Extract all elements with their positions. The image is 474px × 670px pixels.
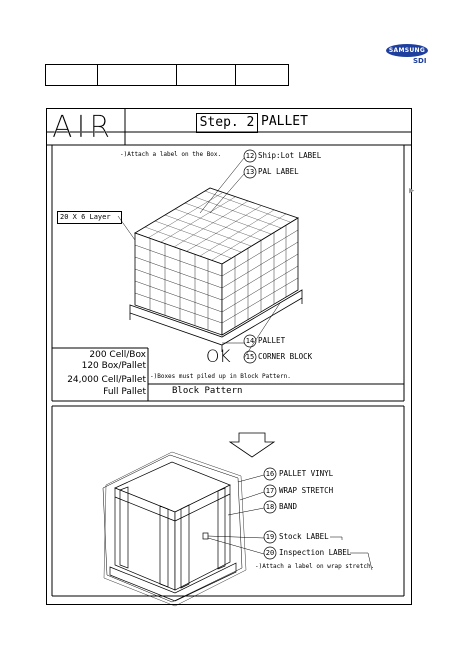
callout-text: PALLET VINYL bbox=[279, 469, 334, 478]
step-label: Step. 2 bbox=[196, 113, 258, 133]
box-label-note: -)Attach a label on the Box. bbox=[120, 151, 222, 158]
pallet-box-stack bbox=[130, 188, 302, 352]
callout-text: Stock LABEL bbox=[279, 532, 329, 541]
ok-mark: OK bbox=[206, 347, 231, 367]
wrapped-pallet bbox=[103, 452, 246, 606]
spec-cells-per-pallet: 24,000 Cell/Pallet bbox=[67, 375, 146, 385]
wrap-note: -)Attach a label on wrap stretch. bbox=[255, 563, 375, 570]
layer-label: 20 X 6 Layer bbox=[57, 211, 122, 224]
callout-number: 19 bbox=[265, 533, 275, 541]
shipping-mode-title: AIR bbox=[52, 110, 115, 145]
spec-cells-per-box: 200 Cell/Box bbox=[89, 350, 146, 360]
sdi-logo-text: SDI bbox=[413, 57, 427, 65]
samsung-logo: SAMSUNG bbox=[386, 44, 428, 57]
callout-text: PAL LABEL bbox=[258, 167, 299, 176]
pile-note: -)Boxes must piled up in Block Pattern. bbox=[150, 373, 291, 380]
down-arrow-icon bbox=[230, 433, 274, 457]
callout-text: BAND bbox=[279, 502, 298, 511]
callout-text: CORNER BLOCK bbox=[258, 352, 313, 361]
callout-text: Ship:Lot LABEL bbox=[258, 151, 322, 160]
callout-number: 13 bbox=[245, 168, 255, 176]
callout-number: 16 bbox=[265, 470, 275, 478]
callout-text: WRAP STRETCH bbox=[279, 486, 334, 495]
callout-number: 15 bbox=[245, 353, 255, 361]
callout-number: 17 bbox=[265, 487, 275, 495]
triangle-right-icon: ▶ bbox=[409, 186, 415, 196]
callout-text: PALLET bbox=[258, 336, 286, 345]
callout-number: 14 bbox=[245, 337, 255, 345]
callout-number: 20 bbox=[265, 549, 275, 557]
callout-number: 12 bbox=[245, 152, 255, 160]
callout-text: Inspection LABEL bbox=[279, 548, 352, 557]
callout-number: 18 bbox=[265, 503, 275, 511]
step-title: PALLET bbox=[261, 114, 308, 129]
pattern-label: Block Pattern bbox=[172, 386, 243, 396]
spec-box-per-pallet: 120 Box/Pallet bbox=[81, 361, 146, 371]
spec-full-pallet: Full Pallet bbox=[103, 387, 146, 397]
